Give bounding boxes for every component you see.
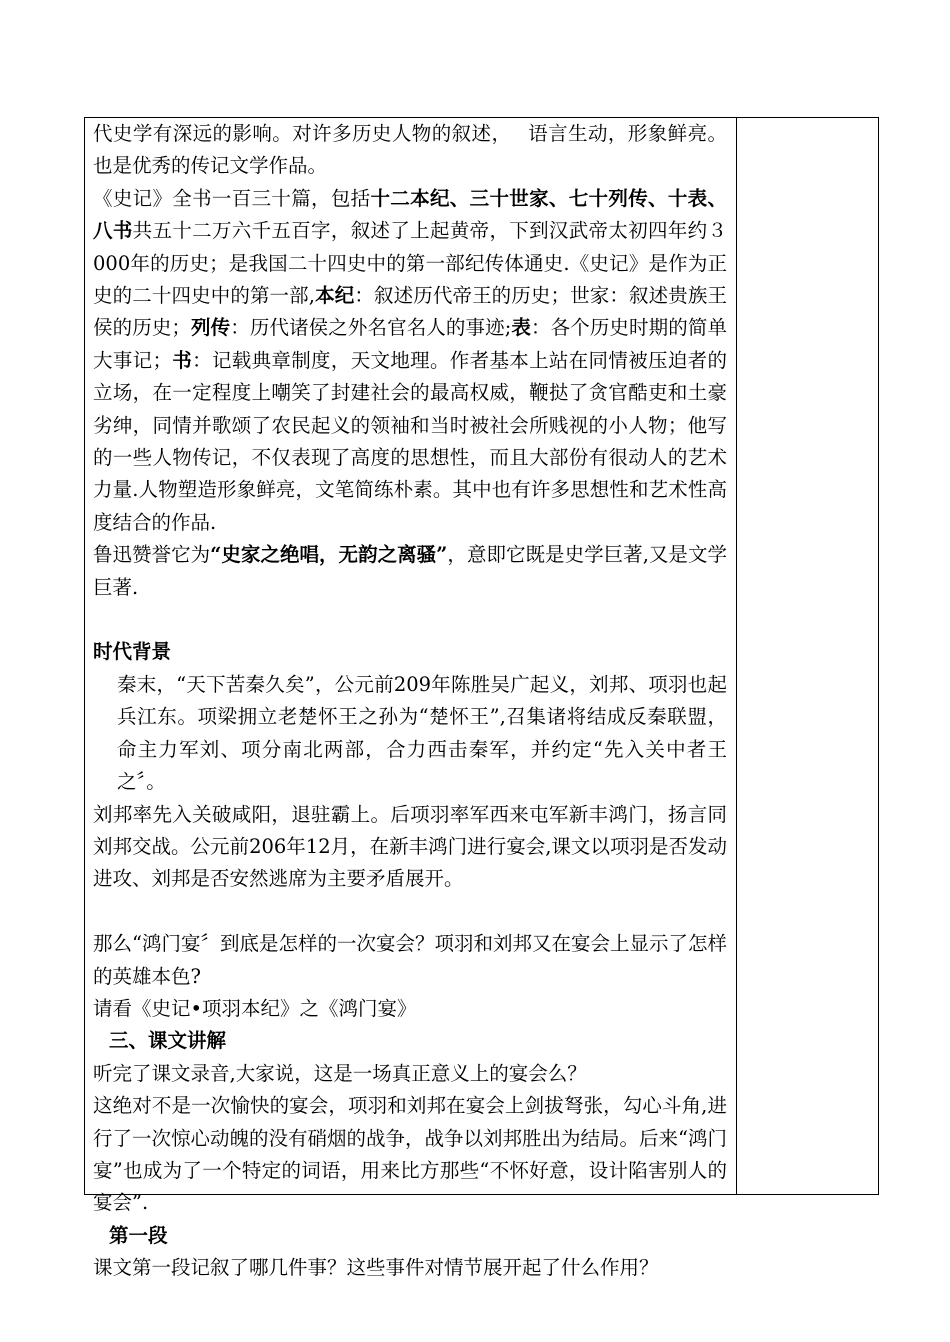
paragraph-not-pleasant: 这绝对不是一次愉快的宴会，项羽和刘邦在宴会上剑拔弩张，勾心斗角,进行了一次惊心动魄的没有硝烟的战争，战争以刘邦胜出为结局。后来“鸿门宴”也成为了一个特定的词语，用来比方那些“不怀好意，设计陷害别人的宴会”. xyxy=(93,1094,727,1215)
notes-column xyxy=(737,118,878,1194)
heading-paragraph-1: 第一段 xyxy=(109,1223,168,1247)
paragraph-reading-hint: 请看《史记•项羽本纪》之《鸿门宴》 xyxy=(93,996,417,1020)
paragraph-luxun-praise: 鲁迅赞誉它为“史家之绝唱，无韵之离骚”，意即它既是史学巨著,又是文学巨著. xyxy=(93,543,727,599)
paragraph-liubang-xianyang: 刘邦率先入关破咸阳，退驻霸上。后项羽率军西来屯军新丰鸿门，扬言同刘邦交战。公元前206年12月，在新丰鸿门进行宴会,课文以项羽是否发动进攻、刘邦是否安然逃席为主要矛盾展开。 xyxy=(93,802,727,891)
paragraph-after-listening: 听完了课文录音,大家说，这是一场真正意义上的宴会么？ xyxy=(93,1061,587,1085)
blank-line xyxy=(93,896,727,928)
paragraph-shiji-influence: 代史学有深远的影响。对许多历史人物的叙述， 语言生动，形象鲜亮。也是优秀的传记文学作品。 xyxy=(93,122,727,178)
paragraph-shiji-structure: 《史记》全书一百三十篇，包括十二本纪、三十世家、七十列传、十表、八书共五十二万六千五百字，叙述了上起黄帝，下到汉武帝太初四年约３ 000年的历史；是我国二十四史中的第一部纪传体通史.《史记》是作为正史的二十四史中的第一部,本纪：叙述历代帝王的历史；世家：叙述贵族王侯的历史；列传：历代诸侯之外名官名人的事迹;表：各个历史时期的简单大事记；书：记载典章制度，天文地理。作者基本上站在同情被压迫者的立场，在一定程度上嘲笑了封建社会的最高权威，鞭挞了贪官酷吏和土豪劣绅，同情并歌颂了农民起义的领袖和当时被社会所贱视的小人物；他写的一些人物传记，不仅表现了高度的思想性，而且大部份有很动人的艺术力量.人物塑造形象鲜亮，文笔简练朴素。其中也有许多思想性和艺术性高度结合的作品. xyxy=(93,186,727,534)
heading-background: 时代背景 xyxy=(93,640,172,664)
blank-line xyxy=(93,604,727,636)
lesson-table xyxy=(84,117,879,1280)
heading-section-3: 三、课文讲解 xyxy=(109,1029,227,1053)
paragraph-question-events: 课文第一段记叙了哪几件事？这些事件对情节展开起了什么作用？ xyxy=(93,1256,659,1280)
main-content-column xyxy=(93,118,727,1285)
paragraph-qin-end: 秦末，“天下苦秦久矣”，公元前209年陈胜吴广起义，刘邦、项羽也起兵江东。项梁拥立老楚怀王之孙为“楚怀王”,召集诸将结成反秦联盟，命主力军刘、项分南北两部，合力西击秦军，并约定“先入关中者王之〞。 xyxy=(117,672,727,794)
paragraph-question-banquet: 那么“鸿门宴〞到底是怎样的一次宴会？项羽和刘邦又在宴会上显示了怎样的英雄本色? xyxy=(93,932,727,988)
